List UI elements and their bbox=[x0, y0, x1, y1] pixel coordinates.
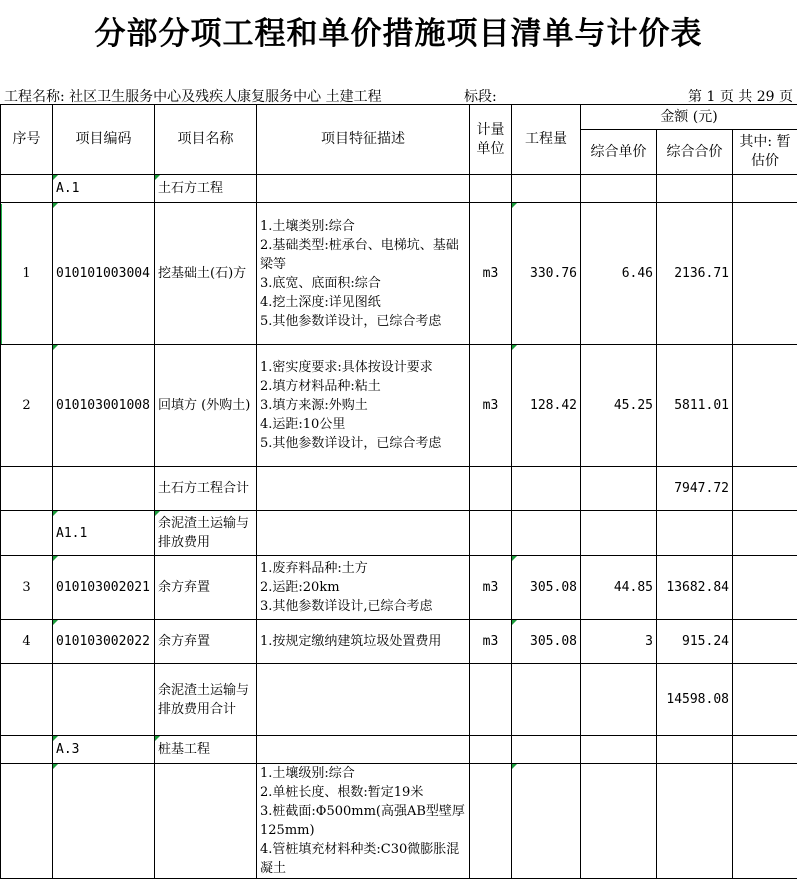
cell-est bbox=[733, 345, 797, 467]
cell-unit: m3 bbox=[470, 345, 512, 467]
cell-name: 回填方 (外购土) bbox=[155, 345, 257, 467]
cell-name: 余泥渣土运输与排放费用合计 bbox=[155, 664, 257, 736]
cell-name: 余泥渣土运输与排放费用 bbox=[155, 511, 257, 556]
cell-total: 915.24 bbox=[657, 620, 733, 664]
cell-desc bbox=[257, 620, 470, 664]
cell-qty bbox=[512, 664, 581, 736]
header-desc: 项目特征描述 bbox=[257, 105, 470, 175]
cell-name: 余方弃置 bbox=[155, 620, 257, 664]
page-number: 第 1 页 共 29 页 bbox=[688, 86, 793, 106]
cell-qty bbox=[512, 467, 581, 511]
cell-code: 010103001008 bbox=[53, 345, 155, 467]
section-row bbox=[1, 736, 797, 764]
desc-line: 2.运距:20km bbox=[260, 578, 466, 597]
desc-line: 2.单桩长度、根数:暂定19米 bbox=[260, 783, 466, 802]
cell-unit bbox=[470, 736, 512, 764]
section-row bbox=[1, 511, 797, 556]
section-label: 标段: bbox=[464, 86, 497, 106]
cell-est bbox=[733, 736, 797, 764]
cell-unit bbox=[470, 764, 512, 879]
desc-line: 1.按规定缴纳建筑垃圾处置费用 bbox=[260, 632, 466, 651]
cell-qty: 305.08 bbox=[512, 556, 581, 620]
cell-total bbox=[657, 511, 733, 556]
cell-qty bbox=[512, 764, 581, 879]
table-row bbox=[1, 203, 797, 345]
cell-name: 桩基工程 bbox=[155, 736, 257, 764]
table-row bbox=[1, 764, 797, 879]
cell-est bbox=[733, 511, 797, 556]
cell-code: A1.1 bbox=[53, 511, 155, 556]
cell-total bbox=[657, 175, 733, 203]
cell-no bbox=[1, 467, 53, 511]
header-no: 序号 bbox=[1, 105, 53, 175]
cell-qty: 305.08 bbox=[512, 620, 581, 664]
cell-est bbox=[733, 175, 797, 203]
cell-desc bbox=[257, 467, 470, 511]
cell-total bbox=[657, 736, 733, 764]
header-unit-price: 综合单价 bbox=[581, 130, 657, 175]
cell-total: 5811.01 bbox=[657, 345, 733, 467]
cell-unit: m3 bbox=[470, 556, 512, 620]
header-est: 其中: 暂估价 bbox=[733, 130, 797, 175]
cell-unit bbox=[470, 175, 512, 203]
cell-price bbox=[581, 736, 657, 764]
cell-price: 3 bbox=[581, 620, 657, 664]
cell-total: 7947.72 bbox=[657, 467, 733, 511]
header-code: 项目编码 bbox=[53, 105, 155, 175]
desc-line: 2.基础类型:桩承台、电梯坑、基础梁等 bbox=[260, 236, 466, 274]
cell-no: 3 bbox=[1, 556, 53, 620]
desc-line: 1.土壤类别:综合 bbox=[260, 217, 466, 236]
cell-code bbox=[53, 467, 155, 511]
cell-est bbox=[733, 620, 797, 664]
project-name: 工程名称: 社区卫生服务中心及残疾人康复服务中心 土建工程 bbox=[4, 86, 382, 106]
table-row bbox=[1, 620, 797, 664]
cell-no bbox=[1, 511, 53, 556]
subtotal-row bbox=[1, 664, 797, 736]
cell-name: 土石方工程 bbox=[155, 175, 257, 203]
header-unit: 计量单位 bbox=[470, 105, 512, 175]
cell-desc bbox=[257, 511, 470, 556]
cell-total: 2136.71 bbox=[657, 203, 733, 345]
cell-price bbox=[581, 511, 657, 556]
subtotal-row bbox=[1, 467, 797, 511]
cell-no: 1 bbox=[1, 203, 53, 345]
desc-line: 1.土壤级别:综合 bbox=[260, 764, 466, 783]
table-row bbox=[1, 345, 797, 467]
cell-unit: m3 bbox=[470, 203, 512, 345]
cell-price: 45.25 bbox=[581, 345, 657, 467]
cell-est bbox=[733, 764, 797, 879]
cell-desc bbox=[257, 664, 470, 736]
cell-code bbox=[53, 764, 155, 879]
desc-line: 5.其他参数详设计，已综合考虑 bbox=[260, 434, 466, 453]
cell-name: 挖基础土(石)方 bbox=[155, 203, 257, 345]
cell-no: 2 bbox=[1, 345, 53, 467]
header-qty: 工程量 bbox=[512, 105, 581, 175]
desc-line: 4.管桩填充材料种类:C30微膨胀混凝土 bbox=[260, 840, 466, 878]
cell-qty bbox=[512, 511, 581, 556]
cell-est bbox=[733, 556, 797, 620]
cell-total: 13682.84 bbox=[657, 556, 733, 620]
cell-desc bbox=[257, 175, 470, 203]
cell-est bbox=[733, 467, 797, 511]
cell-no bbox=[1, 664, 53, 736]
desc-line: 5.其他参数详设计，已综合考虑 bbox=[260, 312, 466, 331]
cell-qty: 128.42 bbox=[512, 345, 581, 467]
cell-no bbox=[1, 175, 53, 203]
desc-line: 1.密实度要求:具体按设计要求 bbox=[260, 358, 466, 377]
cell-unit bbox=[470, 511, 512, 556]
desc-line: 4.挖土深度:详见图纸 bbox=[260, 293, 466, 312]
cell-code bbox=[53, 664, 155, 736]
cell-qty bbox=[512, 736, 581, 764]
cell-name: 土石方工程合计 bbox=[155, 467, 257, 511]
cell-name bbox=[155, 764, 257, 879]
cell-price: 6.46 bbox=[581, 203, 657, 345]
cell-desc bbox=[257, 764, 470, 879]
cell-desc bbox=[257, 203, 470, 345]
bill-table bbox=[0, 104, 797, 879]
header-name: 项目名称 bbox=[155, 105, 257, 175]
cell-no bbox=[1, 736, 53, 764]
cell-unit bbox=[470, 467, 512, 511]
cell-code: 010103002022 bbox=[53, 620, 155, 664]
cell-name: 余方弃置 bbox=[155, 556, 257, 620]
cell-price: 44.85 bbox=[581, 556, 657, 620]
cell-unit: m3 bbox=[470, 620, 512, 664]
cell-price bbox=[581, 175, 657, 203]
header-total: 综合合价 bbox=[657, 130, 733, 175]
desc-line: 3.填方来源:外购土 bbox=[260, 396, 466, 415]
cell-price bbox=[581, 467, 657, 511]
cell-code: A.3 bbox=[53, 736, 155, 764]
cell-code: 010103002021 bbox=[53, 556, 155, 620]
cell-code: A.1 bbox=[53, 175, 155, 203]
cell-total: 14598.08 bbox=[657, 664, 733, 736]
desc-line: 3.其他参数详设计,已综合考虑 bbox=[260, 597, 466, 616]
cell-qty: 330.76 bbox=[512, 203, 581, 345]
table-row bbox=[1, 556, 797, 620]
cell-desc bbox=[257, 345, 470, 467]
cell-desc bbox=[257, 736, 470, 764]
cell-desc bbox=[257, 556, 470, 620]
desc-line: 1.废弃料品种:土方 bbox=[260, 559, 466, 578]
cell-price bbox=[581, 664, 657, 736]
cell-no: 4 bbox=[1, 620, 53, 664]
page-title: 分部分项工程和单价措施项目清单与计价表 bbox=[0, 8, 797, 53]
cell-est bbox=[733, 203, 797, 345]
cell-no bbox=[1, 764, 53, 879]
cell-total bbox=[657, 764, 733, 879]
cell-unit bbox=[470, 664, 512, 736]
cell-price bbox=[581, 764, 657, 879]
cell-est bbox=[733, 664, 797, 736]
cell-qty bbox=[512, 175, 581, 203]
desc-line: 3.桩截面:Φ500mm(高强AB型壁厚125mm) bbox=[260, 802, 466, 840]
section-row bbox=[1, 175, 797, 203]
cell-code: 010101003004 bbox=[53, 203, 155, 345]
desc-line: 4.运距:10公里 bbox=[260, 415, 466, 434]
header-amount: 金额 (元) bbox=[581, 105, 797, 130]
desc-line: 3.底宽、底面积:综合 bbox=[260, 274, 466, 293]
desc-line: 2.填方材料品种:粘土 bbox=[260, 377, 466, 396]
